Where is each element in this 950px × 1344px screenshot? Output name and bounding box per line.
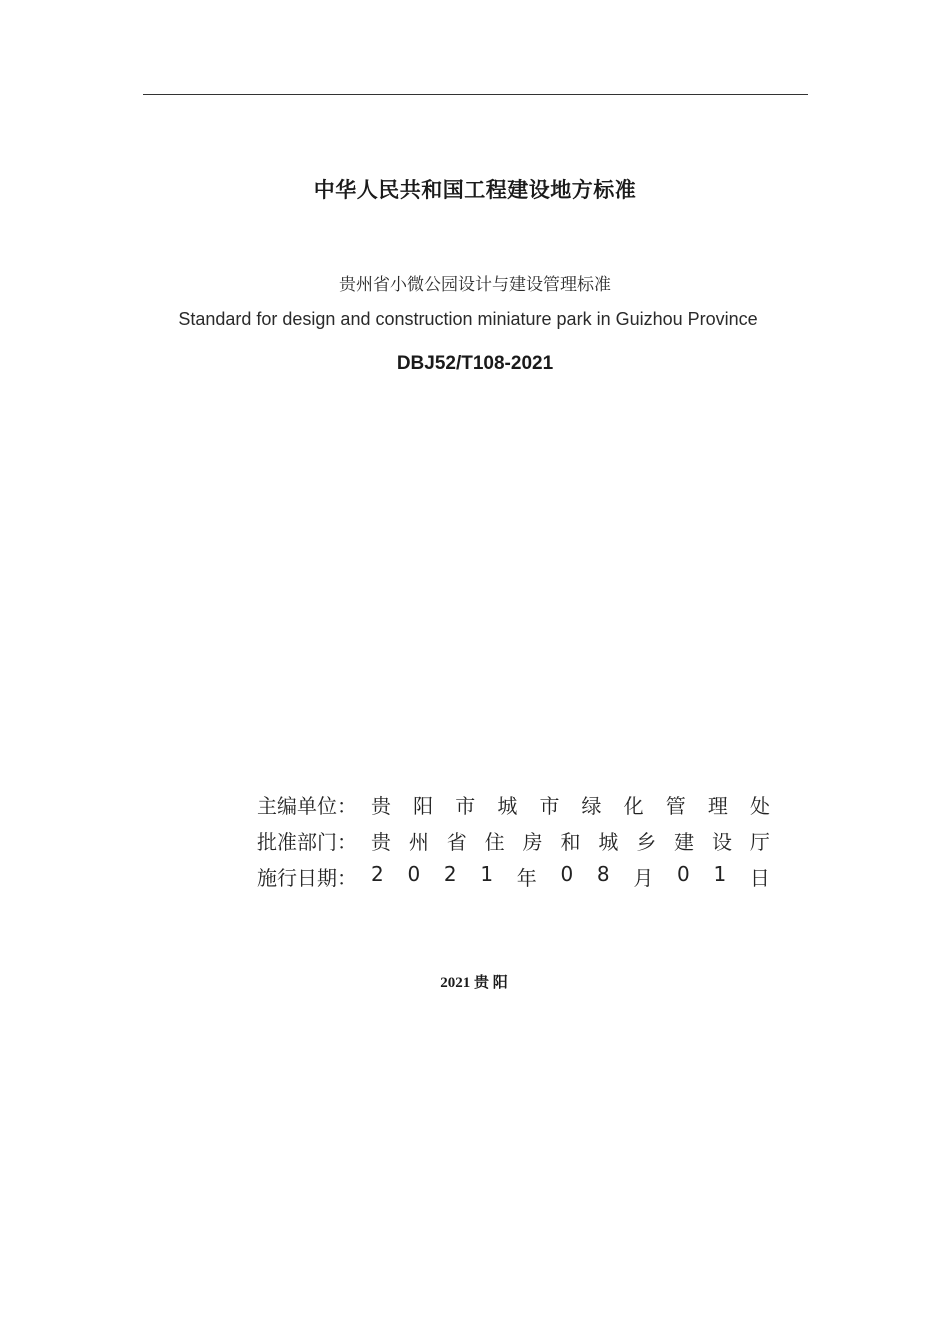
- value-char: 设: [712, 829, 733, 854]
- effective-date-value: [371, 862, 770, 891]
- value-char: 住: [484, 829, 505, 854]
- value-char: 理: [707, 793, 728, 818]
- editor-label: 主编单位：: [257, 793, 357, 818]
- value-char: 阳: [413, 793, 434, 818]
- value-char: 州: [408, 829, 429, 854]
- series-title: 中华人民共和国工程建设地方标准: [313, 178, 637, 202]
- footer-imprint: [0, 971, 949, 992]
- value-char: 化: [623, 793, 644, 818]
- approver-label: 批准部门：: [257, 829, 357, 854]
- standard-title-cn: 贵州省小微公园设计与建设管理标准: [339, 275, 611, 295]
- value-char: 1: [713, 861, 727, 886]
- value-char: 2: [443, 861, 457, 886]
- footer-city: 贵 阳: [473, 975, 508, 991]
- value-char: 处: [749, 793, 770, 818]
- standard-code: DBJ52/T108-2021: [396, 353, 554, 374]
- value-char: 市: [455, 793, 476, 818]
- value-char: 2: [371, 861, 384, 886]
- info-block: [257, 786, 770, 894]
- value-char: 贵: [371, 793, 391, 818]
- value-char: 乡: [636, 829, 657, 854]
- value-char: 管: [665, 793, 686, 818]
- value-char: 月: [633, 865, 654, 890]
- value-char: 1: [480, 861, 494, 886]
- value-char: 省: [446, 829, 467, 854]
- value-char: 8: [596, 861, 610, 886]
- editor-value: [371, 790, 770, 819]
- value-char: 房: [522, 829, 543, 854]
- value-char: 贵: [371, 829, 391, 854]
- value-char: 0: [677, 861, 690, 886]
- effective-date-label: 施行日期：: [257, 865, 357, 890]
- value-char: 建: [674, 829, 695, 854]
- value-char: 城: [497, 793, 518, 818]
- value-char: 市: [539, 793, 560, 818]
- value-char: 城: [598, 829, 619, 854]
- value-char: 年: [516, 865, 537, 890]
- footer-year: 2021: [440, 975, 471, 991]
- value-char: 厅: [749, 829, 770, 854]
- info-row-editor: [257, 786, 770, 822]
- value-char: 日: [749, 865, 770, 890]
- info-row-effective-date: [257, 858, 770, 894]
- top-rule: [143, 94, 808, 95]
- standard-title-en: Standard for design and construction miniature park in Guizhou Province: [178, 309, 758, 329]
- info-row-approver: [257, 822, 770, 858]
- value-char: 0: [560, 861, 574, 886]
- value-char: 和: [560, 829, 581, 854]
- value-char: 绿: [581, 793, 602, 818]
- value-char: 0: [407, 861, 421, 886]
- approver-value: [371, 826, 770, 855]
